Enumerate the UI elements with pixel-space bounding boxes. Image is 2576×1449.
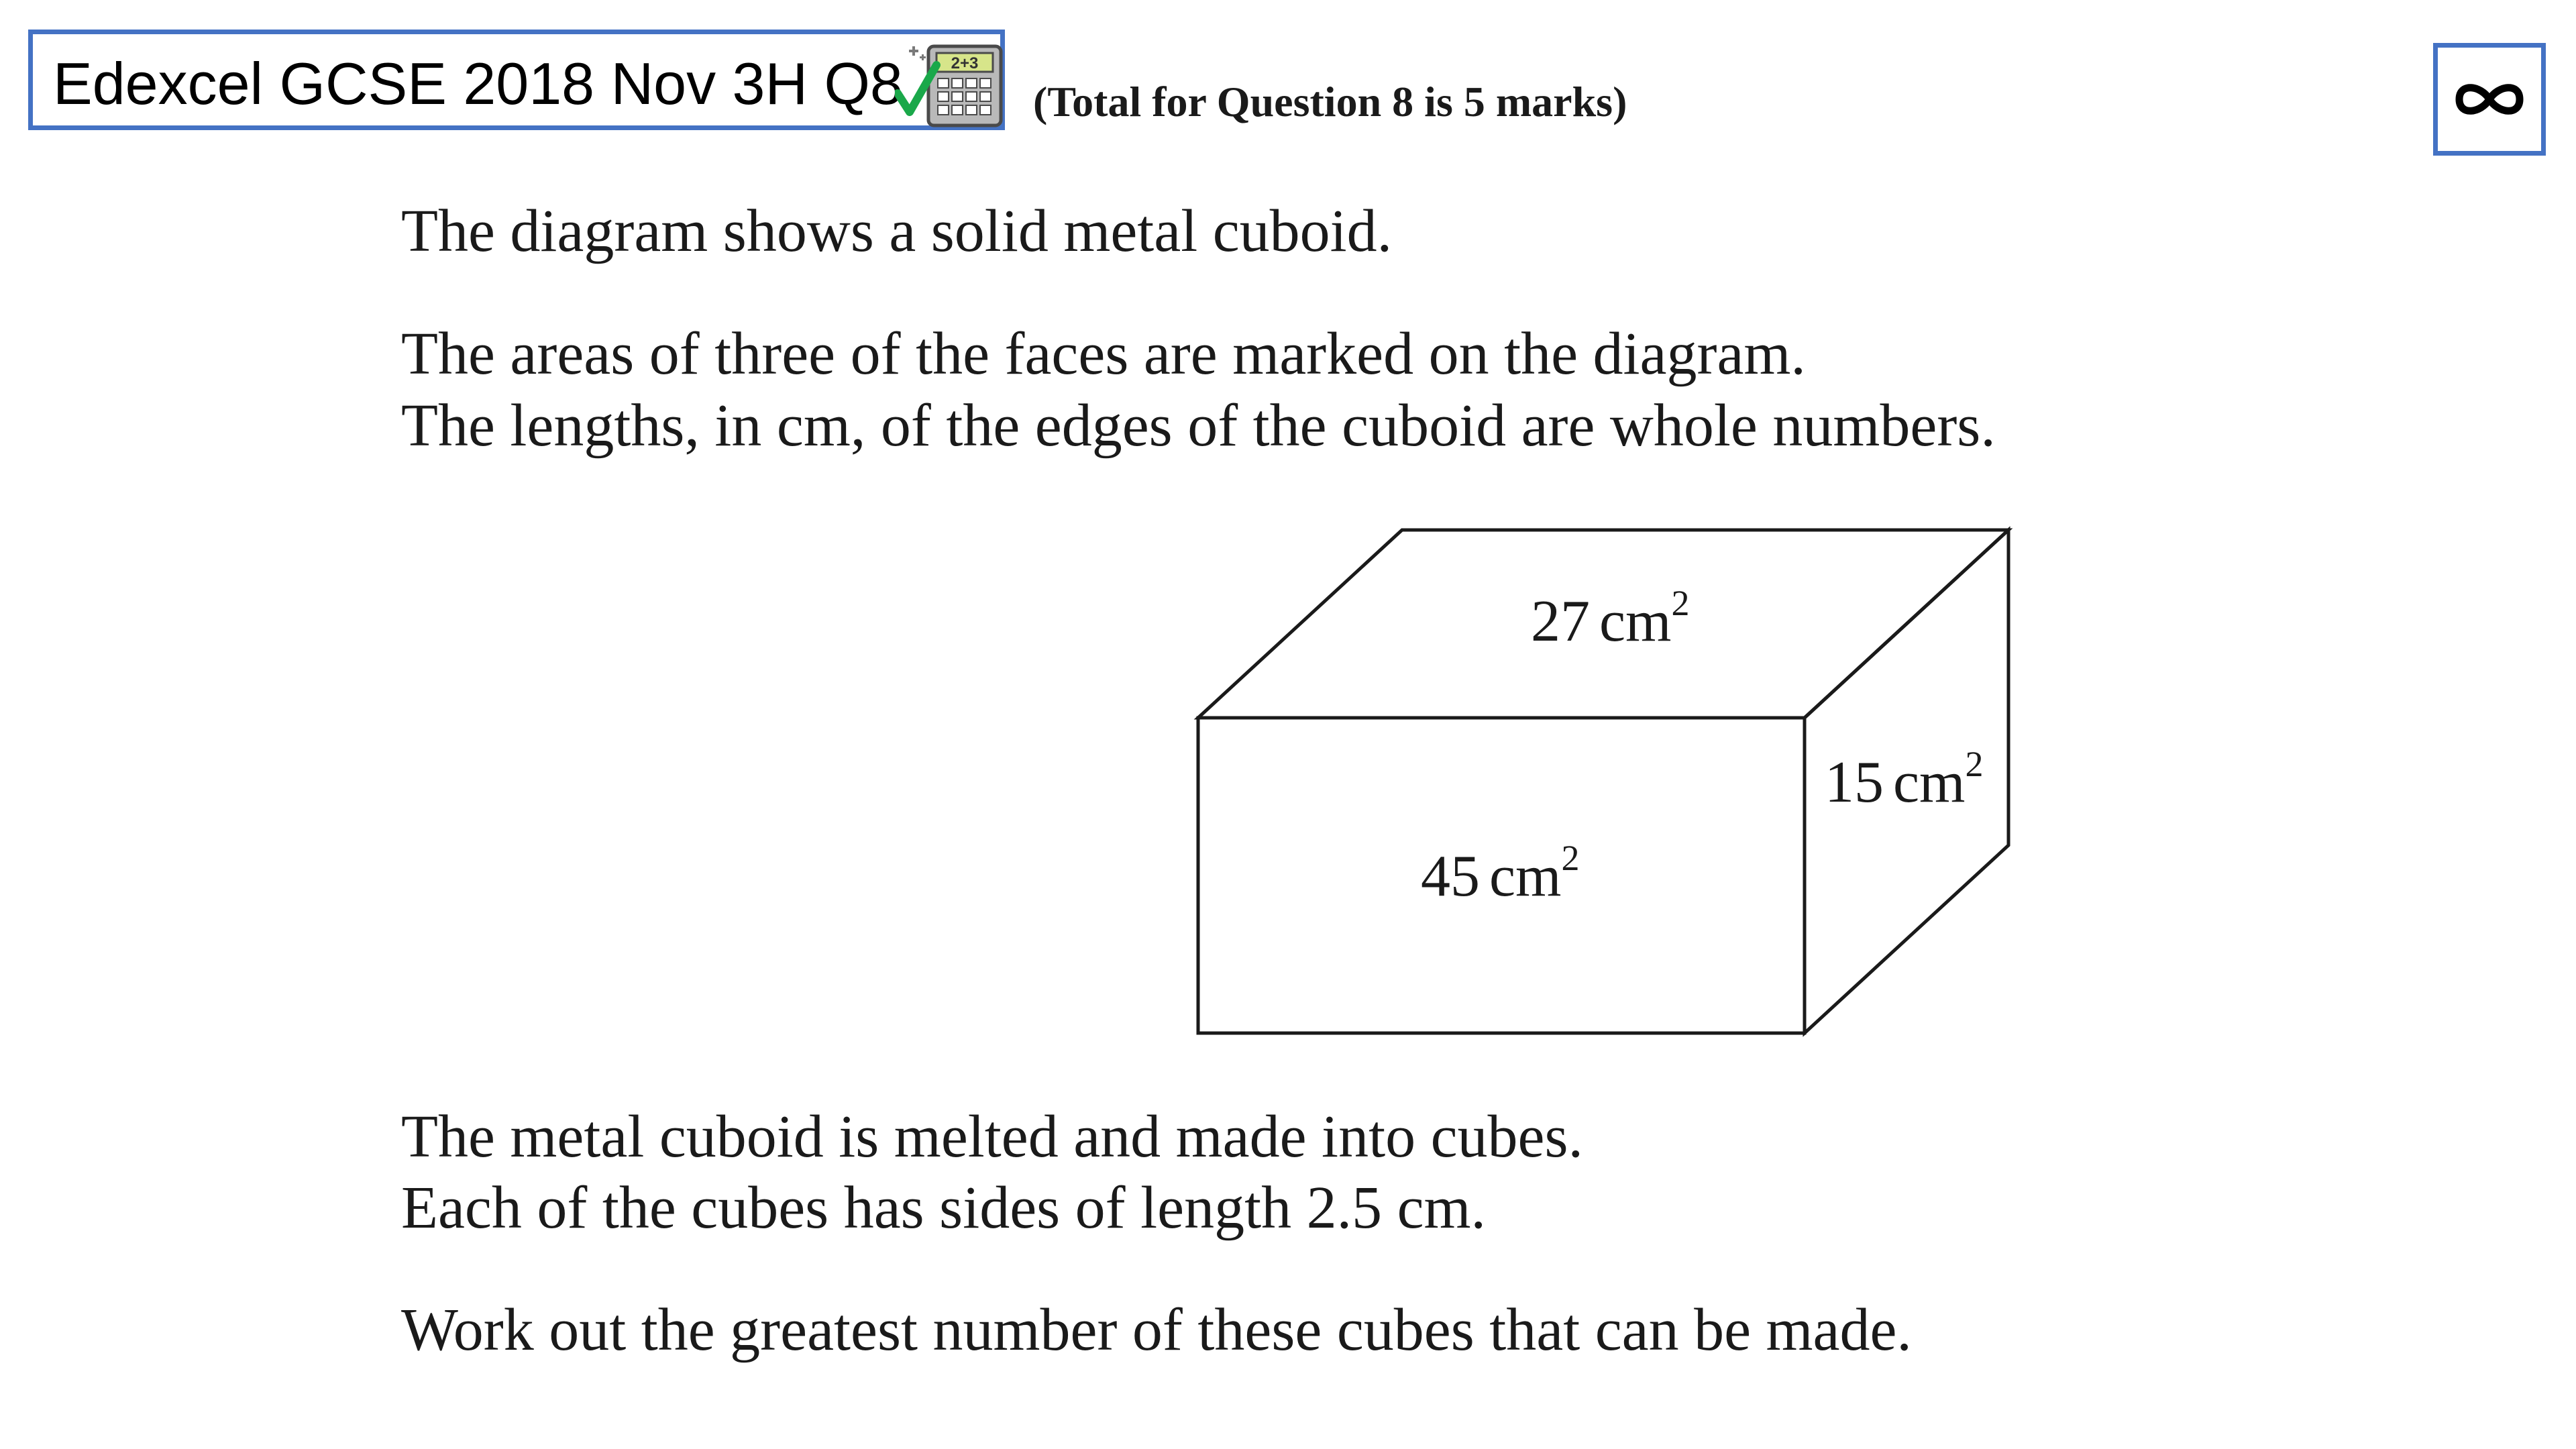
total-marks: (Total for Question 8 is 5 marks) bbox=[1033, 78, 1627, 125]
top-face-area-label: 27 $cm^2$ bbox=[1531, 583, 1690, 654]
front-face-area-label: 45 $cm^2$ bbox=[1421, 838, 1580, 909]
side-face-area-label: 15 $cm^2$ bbox=[1825, 744, 1984, 815]
question-line-2: The areas of three of the faces are marked on the diagram. bbox=[401, 321, 1806, 387]
question-line-1: The diagram shows a solid metal cuboid. bbox=[401, 198, 1393, 264]
question-line-5: Each of the cubes has sides of length 2.5 cm. bbox=[401, 1175, 1487, 1241]
question-line-3: The lengths, in cm, of the edges of the cuboid are whole numbers. bbox=[401, 392, 1996, 459]
question-line-4: The metal cuboid is melted and made into cubes. bbox=[401, 1104, 1583, 1170]
question-line-6: Work out the greatest number of these cubes that can be made. bbox=[401, 1297, 1912, 1363]
question-title: Edexcel GCSE 2018 Nov 3H Q8 bbox=[53, 50, 903, 117]
calculator-display-text: 2+3 bbox=[951, 54, 979, 72]
